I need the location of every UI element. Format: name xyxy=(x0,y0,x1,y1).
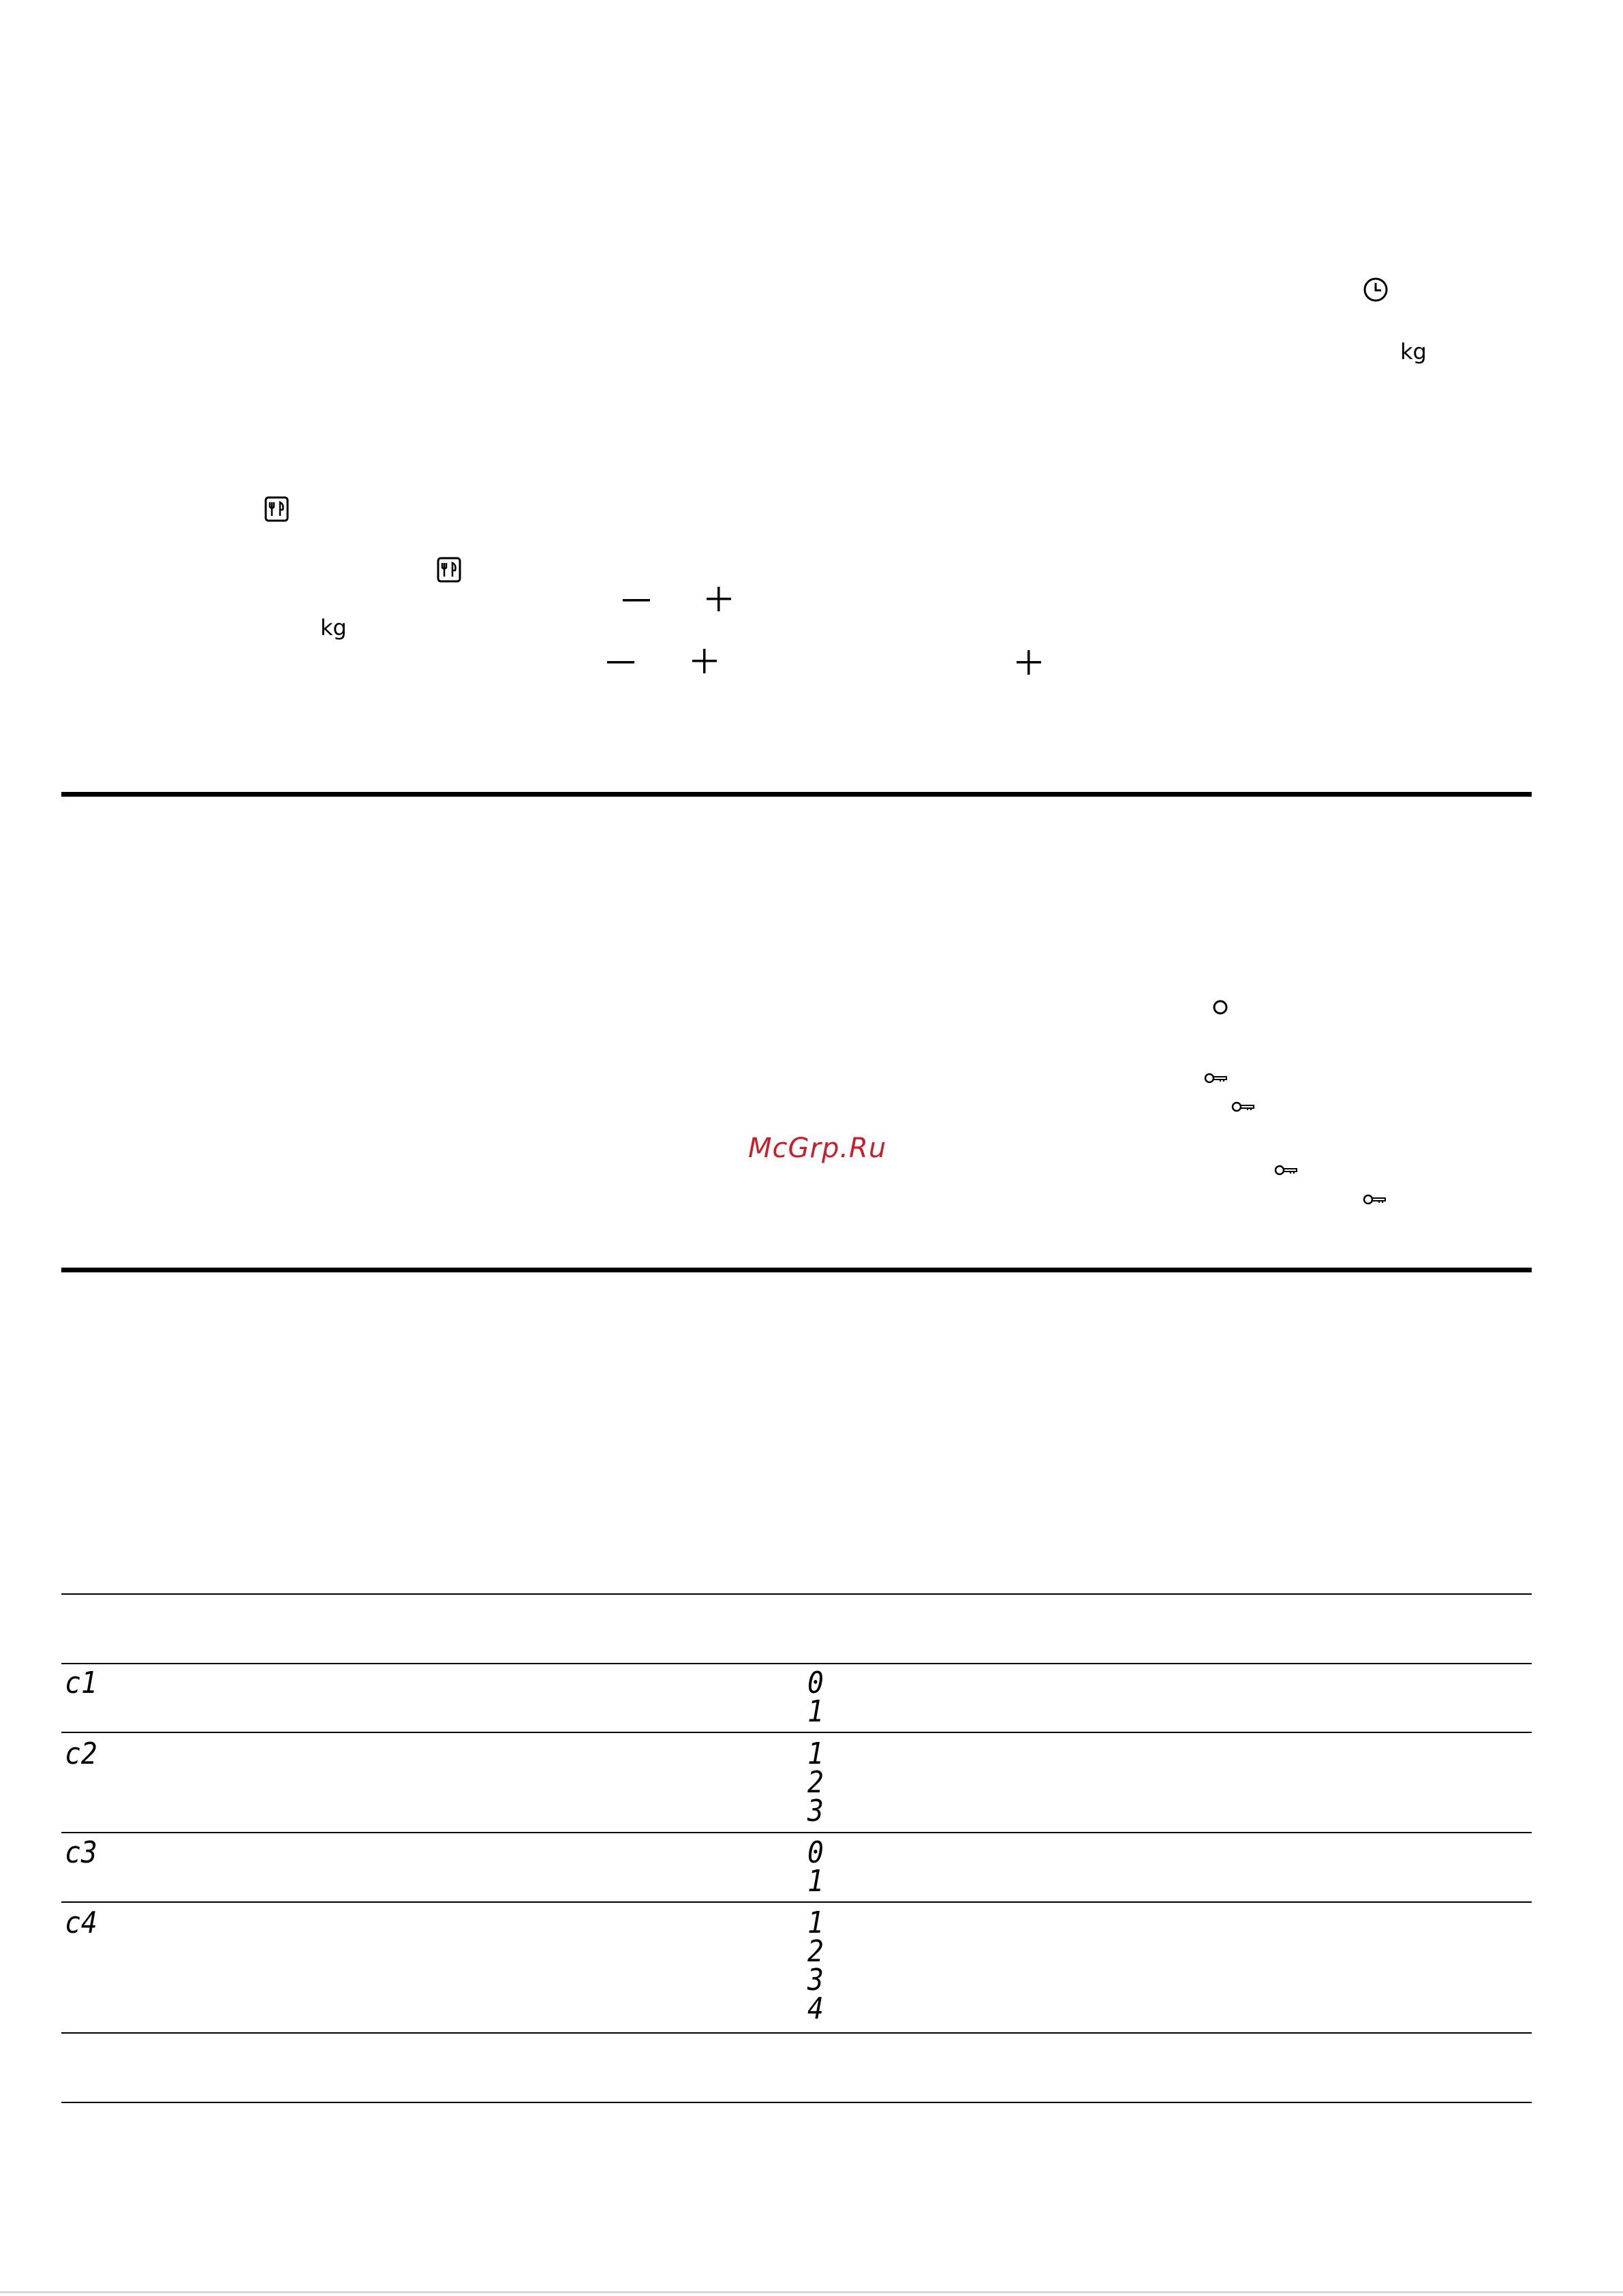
setting-value: 1 xyxy=(807,1694,824,1729)
setting-code-c1: c1 xyxy=(65,1666,97,1700)
ring-icon xyxy=(1212,999,1228,1015)
setting-value: 2 xyxy=(807,1934,824,1969)
cutlery-icon xyxy=(264,496,289,522)
table-bottom-rule xyxy=(61,2102,1532,2103)
section-divider xyxy=(61,1268,1532,1272)
setting-value: 1 xyxy=(807,1736,824,1771)
setting-value: 0 xyxy=(807,1666,824,1700)
setting-value: 2 xyxy=(807,1765,824,1800)
table-header-rule xyxy=(61,1663,1532,1664)
key-icon xyxy=(1204,1071,1228,1085)
key-icon xyxy=(1231,1100,1256,1114)
setting-value: 3 xyxy=(807,1963,824,1997)
watermark: McGrp.Ru xyxy=(748,1133,887,1164)
table-row-rule xyxy=(61,1832,1532,1833)
minus-icon xyxy=(607,660,634,664)
table-row-rule xyxy=(61,1901,1532,1903)
setting-value: 1 xyxy=(807,1905,824,1940)
plus-icon xyxy=(1017,650,1041,675)
setting-code-c3: c3 xyxy=(65,1835,97,1870)
section-divider xyxy=(61,792,1532,797)
page-footer-line xyxy=(0,2291,1623,2293)
key-icon xyxy=(1274,1163,1299,1177)
unit-kg-top: kg xyxy=(1400,339,1427,365)
table-row-rule xyxy=(61,2032,1532,2034)
clock-icon xyxy=(1362,276,1389,303)
table-row-rule xyxy=(61,1732,1532,1733)
plus-icon xyxy=(707,587,731,611)
key-icon xyxy=(1363,1193,1387,1206)
setting-value: 3 xyxy=(807,1794,824,1828)
unit-kg-mid: kg xyxy=(320,615,347,641)
setting-value: 1 xyxy=(807,1864,824,1899)
minus-icon xyxy=(623,598,650,602)
table-top-rule xyxy=(61,1593,1532,1595)
cutlery-icon xyxy=(437,557,461,583)
setting-value: 0 xyxy=(807,1835,824,1870)
plus-icon xyxy=(692,649,717,673)
setting-code-c2: c2 xyxy=(65,1736,97,1771)
setting-value: 4 xyxy=(807,1991,824,2026)
setting-code-c4: c4 xyxy=(65,1905,97,1940)
